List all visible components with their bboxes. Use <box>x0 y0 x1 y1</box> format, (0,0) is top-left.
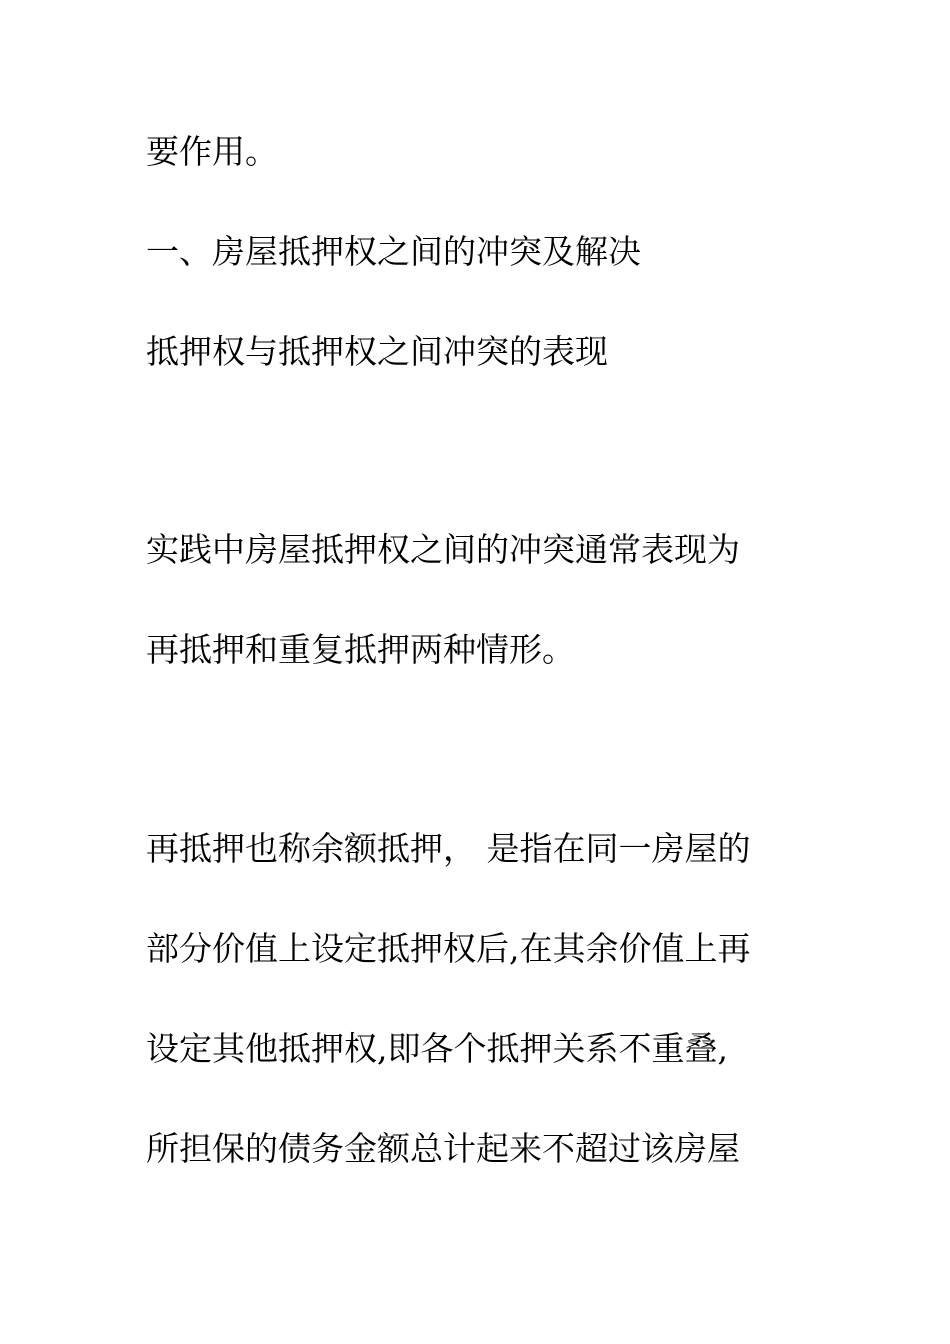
paragraph-line-3: 再抵押也称余额抵押， 是指在同一房屋的 <box>146 829 751 868</box>
paragraph-line-5: 设定其他抵押权,即各个抵押关系不重叠, <box>146 1029 728 1068</box>
section-heading: 一、房屋抵押权之间的冲突及解决 <box>146 232 641 271</box>
paragraph-line-1: 实践中房屋抵押权之间的冲突通常表现为 <box>146 530 740 569</box>
paragraph-line-4: 部分价值上设定抵押权后,在其余价值上再 <box>146 929 751 968</box>
subsection-heading: 抵押权与抵押权之间冲突的表现 <box>146 332 608 371</box>
text-line-1: 要作用。 <box>146 132 278 171</box>
paragraph-line-2: 再抵押和重复抵押两种情形。 <box>146 630 575 669</box>
paragraph-line-6: 所担保的债务金额总计起来不超过该房屋 <box>146 1129 740 1168</box>
